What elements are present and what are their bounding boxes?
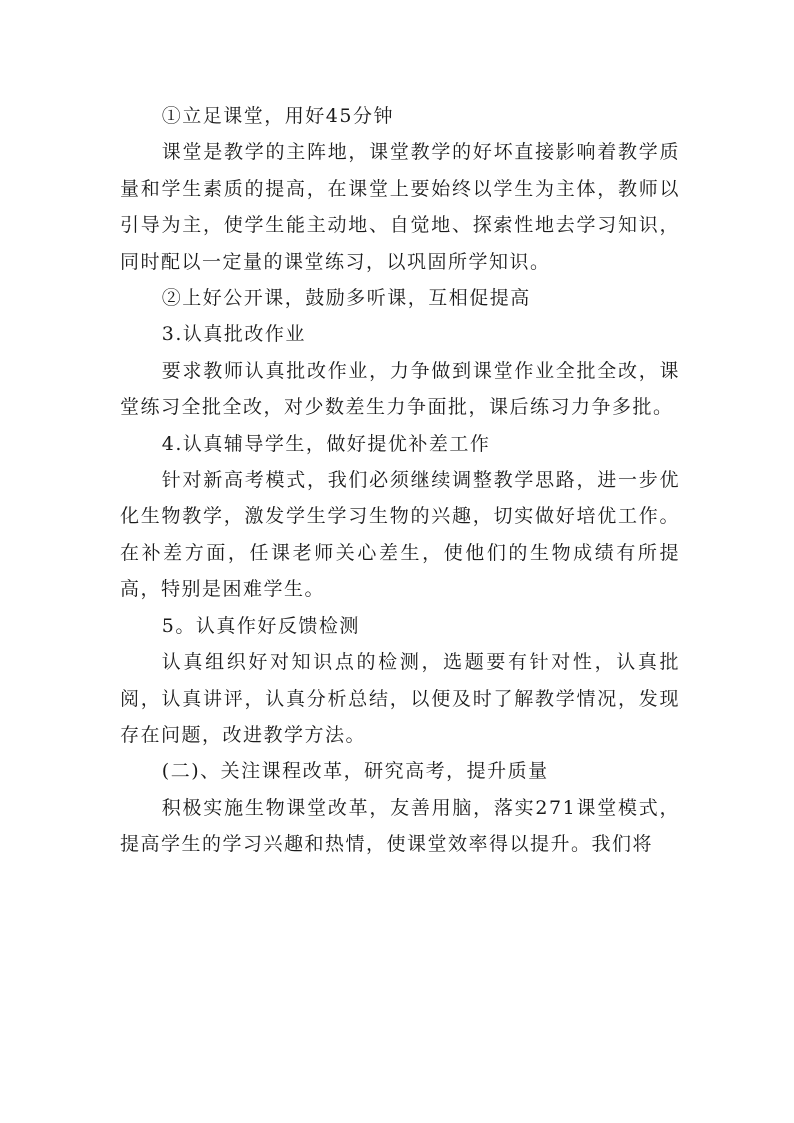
paragraph-feedback: 认真组织好对知识点的检测，选题要有针对性，认真批阅，认真讲评，认真分析总结，以便及时了解教学情况，发现存在问题，改进教学方法。 [120,651,680,746]
section-heading-tutoring: 4.认真辅导学生，做好提优补差工作 [161,432,491,455]
paragraph-reform: 积极实施生物课堂改革，友善用脑，落实271课堂模式，提高学生的学习兴趣和热情，使课堂效率得以提升。我们将 [120,796,680,856]
section-heading-homework: 3.认真批改作业 [161,323,306,346]
section-heading-feedback: 5。认真作好反馈检测 [161,614,360,637]
section-heading-reform: (二)、关注课程改革，研究高考，提升质量 [161,760,549,783]
paragraph-tutoring: 针对新高考模式，我们必须继续调整教学思路，进一步优化生物教学，激发学生学习生物的兴趣，切实做好培优工作。在补差方面，任课老师关心差生，使他们的生物成绩有所提高，特别是困难学生。 [120,469,680,601]
subheading-open-class: ②上好公开课，鼓励多听课，互相促提高 [161,287,531,310]
subheading-classroom: ①立足课堂，用好45分钟 [161,105,394,127]
paragraph-homework: 要求教师认真批改作业，力争做到课堂作业全批全改，课堂练习全批全改，对少数差生力争面批，课后练习力争多批。 [120,359,680,419]
document-body [120,98,680,863]
paragraph-classroom: 课堂是教学的主阵地，课堂教学的好坏直接影响着教学质量和学生素质的提高，在课堂上要始终以学生为主体，教师以引导为主，使学生能主动地、自觉地、探索性地去学习知识，同时配以一定量的课堂练习，以巩固所学知识。 [120,141,680,273]
